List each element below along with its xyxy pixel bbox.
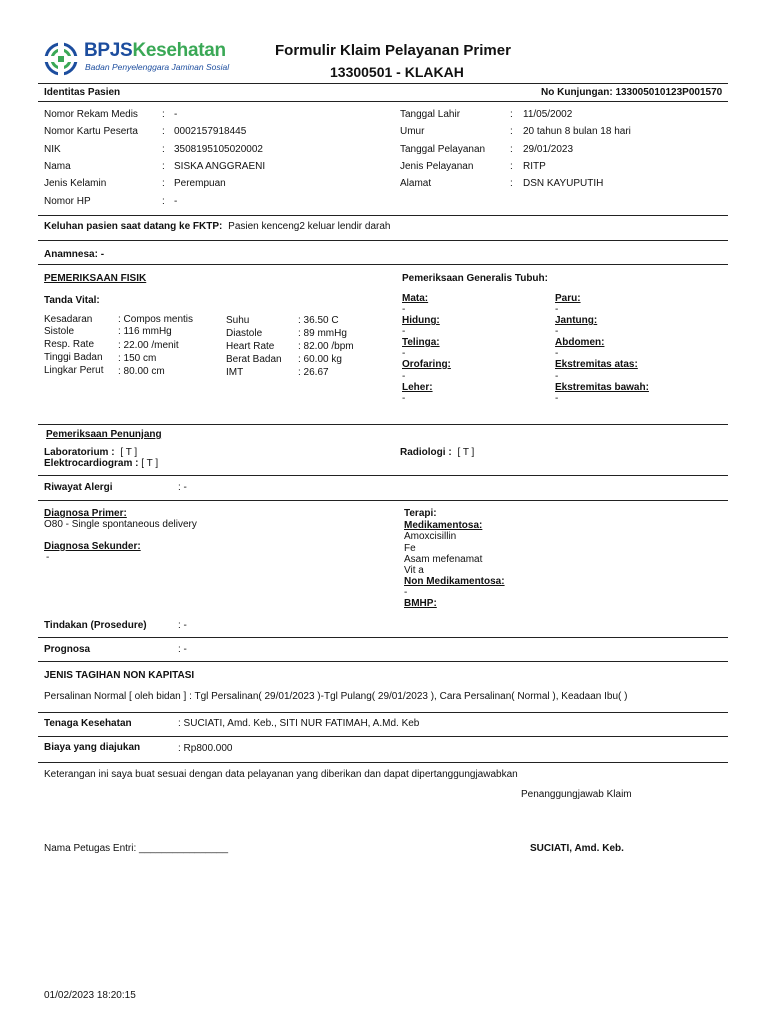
id-value: DSN KAYUPUTIH	[523, 178, 604, 189]
id-label: NIK	[44, 144, 61, 155]
id-value: 0002157918445	[174, 126, 247, 137]
vital-value: : 80.00 cm	[118, 366, 165, 377]
anamnesa-label: Anamnesa:	[44, 249, 98, 260]
id-colon: :	[162, 109, 165, 120]
form-title: Formulir Klaim Pelayanan Primer	[275, 42, 511, 59]
diagnosa-sekunder-value: -	[46, 552, 50, 563]
radiologi-row	[400, 447, 474, 458]
kunjungan-number	[541, 87, 722, 98]
logo-brand-b: Kesehatan	[132, 40, 226, 61]
ekg-label: Elektrocardiogram :	[44, 458, 139, 469]
generalis-label: Hidung:	[402, 315, 440, 326]
penunjang-heading: Pemeriksaan Penunjang	[46, 429, 162, 440]
non-medikamentosa-value: -	[404, 587, 408, 598]
id-value: 3508195105020002	[174, 144, 263, 155]
id-colon: :	[162, 144, 165, 155]
tanda-vital-label: Tanda Vital:	[44, 295, 100, 306]
keluhan-row	[44, 221, 391, 232]
generalis-label: Mata:	[402, 293, 429, 304]
id-value: 29/01/2023	[523, 144, 574, 155]
generalis-value: -	[555, 326, 559, 337]
petugas-label: Nama Petugas Entri:	[44, 843, 137, 854]
generalis-heading: Pemeriksaan Generalis Tubuh:	[402, 273, 548, 284]
generalis-value: -	[402, 304, 406, 315]
radiologi-value: [ T ]	[457, 447, 475, 458]
vital-label: Lingkar Perut	[44, 365, 104, 376]
id-label: Nomor HP	[44, 196, 91, 207]
alergi-value: : -	[178, 482, 187, 493]
vital-label: IMT	[226, 367, 244, 378]
id-label: Alamat	[400, 178, 432, 189]
id-colon: :	[162, 178, 165, 189]
id-label: Nomor Kartu Peserta	[44, 126, 138, 137]
generalis-label: Ekstremitas bawah:	[555, 382, 649, 393]
id-value: 11/05/2002	[523, 109, 573, 120]
generalis-value: -	[555, 348, 559, 359]
vital-label: Resp. Rate	[44, 339, 95, 350]
tagihan-text: Persalinan Normal [ oleh bidan ] : Tgl Persalinan( 29/01/2023 )-Tgl Pulang( 29/01/2023 ), Cara Persalinan( Normal ), Keadaan Ibu( )	[44, 691, 628, 702]
tenaga-label: Tenaga Kesehatan	[44, 718, 132, 729]
keluhan-label: Keluhan pasien saat datang ke FKTP:	[44, 221, 223, 232]
generalis-label: Paru:	[555, 293, 581, 304]
vital-value: : 36.50 C	[298, 315, 339, 326]
vital-label: Kesadaran	[44, 314, 93, 325]
ekg-row	[44, 458, 158, 469]
biaya-value: : Rp800.000	[178, 743, 233, 754]
generalis-value: -	[402, 393, 406, 404]
keterangan-text: Keterangan ini saya buat sesuai dengan data pelayanan yang diberikan dan dapat dipertanggungjawabkan	[44, 769, 518, 780]
medikamentosa-label: Medikamentosa:	[404, 520, 483, 531]
anamnesa-value: -	[100, 249, 105, 260]
vital-value: : 89 mmHg	[298, 328, 347, 339]
medikamentosa-item: Amoxcisillin	[404, 531, 457, 542]
vital-value: : 60.00 kg	[298, 354, 342, 365]
generalis-label: Jantung:	[555, 315, 598, 326]
id-colon: :	[162, 161, 165, 172]
vital-value: : 22.00 /menit	[118, 340, 179, 351]
id-value: Perempuan	[174, 178, 226, 189]
generalis-value: -	[402, 371, 406, 382]
prognosa-value: : -	[178, 644, 187, 655]
tagihan-heading: JENIS TAGIHAN NON KAPITASI	[44, 670, 195, 681]
id-label: Tanggal Lahir	[400, 109, 461, 120]
medikamentosa-item: Fe	[404, 543, 416, 554]
medikamentosa-item: Vit a	[404, 565, 424, 576]
vital-label: Berat Badan	[226, 354, 282, 365]
id-value: RITP	[523, 161, 546, 172]
id-value: SISKA ANGGRAENI	[174, 161, 266, 172]
non-medikamentosa-label: Non Medikamentosa:	[404, 576, 505, 587]
generalis-label: Leher:	[402, 382, 433, 393]
vital-label: Diastole	[226, 328, 263, 339]
tindakan-label: Tindakan (Prosedure)	[44, 620, 147, 631]
bpjs-logo-icon	[44, 42, 78, 76]
petugas-row	[44, 843, 228, 854]
vital-value: : 82.00 /bpm	[298, 341, 354, 352]
keluhan-value: Pasien kenceng2 keluar lendir darah	[228, 221, 391, 232]
medikamentosa-item: Asam mefenamat	[404, 554, 483, 565]
id-colon: :	[510, 161, 513, 172]
lab-value: [ T ]	[120, 447, 138, 458]
vital-value: : 116 mmHg	[118, 326, 172, 337]
id-label: Nama	[44, 161, 71, 172]
id-label: Tanggal Pelayanan	[400, 144, 486, 155]
logo-subtitle: Badan Penyelenggara Jaminan Sosial	[85, 62, 230, 72]
generalis-label: Telinga:	[402, 337, 440, 348]
id-label: Umur	[400, 126, 425, 137]
vital-value: : 26.67	[298, 367, 329, 378]
logo-brand-a: BPJS	[84, 40, 133, 61]
diagnosa-primer-value: O80 - Single spontaneous delivery	[44, 519, 197, 530]
biaya-label: Biaya yang diajukan	[44, 742, 141, 753]
id-colon: :	[510, 126, 513, 137]
petugas-signature-line: ________________	[139, 843, 229, 854]
vital-label: Sistole	[44, 326, 75, 337]
diagnosa-primer-label: Diagnosa Primer:	[44, 508, 127, 519]
id-value: -	[174, 196, 178, 207]
generalis-value: -	[402, 348, 406, 359]
terapi-label: Terapi:	[404, 508, 437, 519]
lab-row	[44, 447, 137, 458]
identitas-heading: Identitas Pasien	[44, 87, 121, 98]
penanggung-label: Penanggungjawab Klaim	[521, 789, 632, 800]
lab-label: Laboratorium :	[44, 447, 115, 458]
vital-value: : 150 cm	[118, 353, 157, 364]
tindakan-value: : -	[178, 620, 187, 631]
id-colon: :	[510, 109, 513, 120]
id-label: Jenis Kelamin	[44, 178, 107, 189]
diagnosa-sekunder-label: Diagnosa Sekunder:	[44, 541, 141, 552]
alergi-label: Riwayat Alergi	[44, 482, 113, 493]
signer-name: SUCIATI, Amd. Keb.	[530, 843, 624, 854]
vital-label: Suhu	[226, 315, 250, 326]
vital-label: Heart Rate	[226, 341, 275, 352]
generalis-value: -	[402, 326, 406, 337]
generalis-label: Ekstremitas atas:	[555, 359, 638, 370]
id-colon: :	[162, 196, 165, 207]
tenaga-value: : SUCIATI, Amd. Keb., SITI NUR FATIMAH, A.Md. Keb	[178, 718, 420, 729]
vital-label: Tinggi Badan	[44, 352, 103, 363]
prognosa-label: Prognosa	[44, 644, 91, 655]
generalis-value: -	[555, 393, 559, 404]
id-value: 20 tahun 8 bulan 18 hari	[523, 126, 631, 137]
printed-timestamp: 01/02/2023 18:20:15	[44, 990, 136, 1001]
id-label: Jenis Pelayanan	[400, 161, 474, 172]
generalis-value: -	[555, 371, 559, 382]
id-colon: :	[162, 126, 165, 137]
kunjungan-label: No Kunjungan:	[541, 87, 613, 98]
id-colon: :	[510, 178, 513, 189]
ekg-value: [ T ]	[141, 458, 159, 469]
radiologi-label: Radiologi :	[400, 447, 452, 458]
kunjungan-value: 133005010123P001570	[615, 87, 723, 98]
generalis-label: Orofaring:	[402, 359, 451, 370]
bmhp-label: BMHP:	[404, 598, 437, 609]
generalis-value: -	[555, 304, 559, 315]
anamnesa-row	[44, 249, 104, 260]
facility-code: 13300501 - KLAKAH	[330, 64, 464, 80]
generalis-label: Abdomen:	[555, 337, 605, 348]
id-value: -	[174, 109, 178, 120]
id-label: Nomor Rekam Medis	[44, 109, 138, 120]
fisik-heading: PEMERIKSAAN FISIK	[44, 273, 147, 284]
id-colon: :	[510, 144, 513, 155]
vital-value: : Compos mentis	[118, 314, 194, 325]
